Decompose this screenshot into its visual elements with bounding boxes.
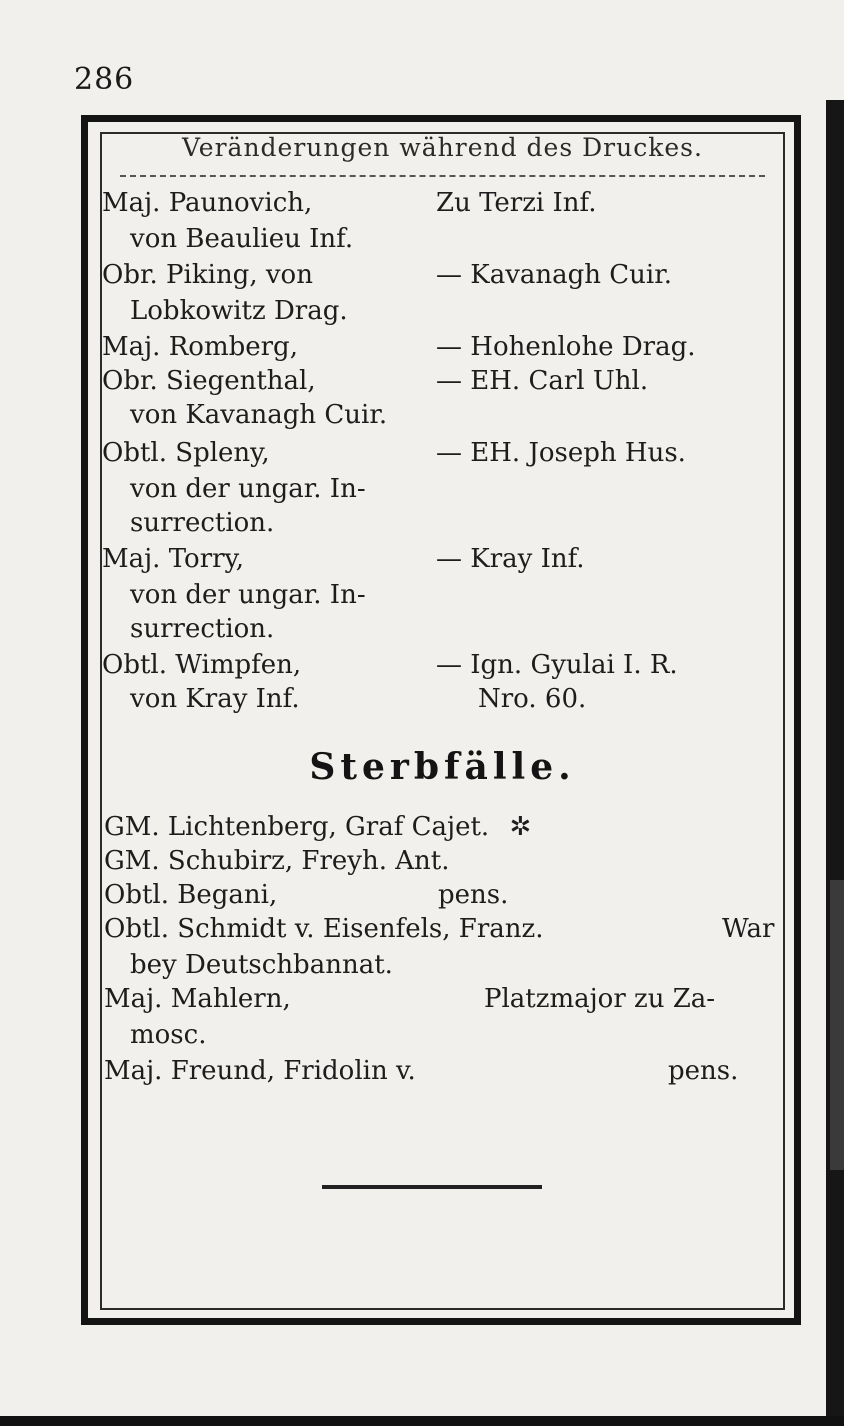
heading-rule [120, 175, 765, 177]
death-note: pens. [668, 1056, 739, 1086]
death-entry [104, 984, 291, 1014]
change-origin: surrection. [130, 508, 275, 538]
change-destination: — Kavanagh Cuir. [436, 260, 673, 290]
change-destination: — Kray Inf. [436, 544, 585, 574]
death-entry [104, 1056, 416, 1086]
death-entry-cont: mosc. [130, 1020, 207, 1050]
death-name: GM. Schubirz, Freyh. Ant. [104, 846, 450, 876]
deaths-heading: Sterbfälle. [309, 746, 576, 788]
change-entry [0, 650, 844, 686]
death-name: Obtl. Schmidt v. Eisenfels, Franz. [104, 914, 544, 944]
change-person: Obtl. Wimpfen, [102, 650, 302, 680]
change-origin: von Kavanagh Cuir. [130, 400, 388, 430]
change-origin: von der ungar. In- [130, 580, 366, 610]
change-origin: von Kray Inf. [130, 684, 300, 714]
page-edge-bottom [0, 1416, 844, 1426]
change-entry-cont [0, 296, 844, 332]
change-origin: von der ungar. In- [130, 474, 366, 504]
asterism-icon: ✲ [509, 812, 532, 842]
change-person: Maj. Paunovich, [102, 188, 313, 218]
change-entry [0, 366, 844, 402]
change-entry-cont [0, 474, 844, 510]
death-name: Maj. Mahlern, [104, 984, 291, 1014]
change-origin: Lobkowitz Drag. [130, 296, 348, 326]
change-entry-cont [0, 684, 844, 720]
change-person: Maj. Torry, [102, 544, 245, 574]
change-entry [0, 332, 844, 368]
death-note: War [722, 914, 775, 944]
page-number: 286 [74, 62, 135, 97]
change-destination: — Hohenlohe Drag. [436, 332, 696, 362]
end-rule [322, 1185, 542, 1189]
change-destination: — EH. Carl Uhl. [436, 366, 649, 396]
death-entry [104, 846, 449, 876]
change-entry [0, 260, 844, 296]
change-destination: — Ign. Gyulai I. R. [436, 650, 678, 680]
death-entry [104, 812, 531, 842]
change-destination: Zu Terzi Inf. [436, 188, 597, 218]
change-entry-cont [0, 224, 844, 260]
death-name: GM. Lichtenberg, Graf Cajet. [104, 812, 490, 842]
death-note: pens. [438, 880, 509, 910]
change-origin: surrection. [130, 614, 275, 644]
change-person: Obr. Piking, von [102, 260, 313, 290]
change-destination: — EH. Joseph Hus. [436, 438, 686, 468]
change-person: Obr. Siegenthal, [102, 366, 316, 396]
change-entry-cont [0, 580, 844, 616]
change-entry-cont [0, 508, 844, 544]
change-origin: von Beaulieu Inf. [130, 224, 354, 254]
change-person: Obtl. Spleny, [102, 438, 270, 468]
death-note: Platzmajor zu Za- [484, 984, 716, 1014]
change-entry [0, 544, 844, 580]
death-name: Obtl. Begani, [104, 880, 278, 910]
changes-heading: Veränderungen während des Druckes. [182, 133, 703, 162]
change-entry-cont [0, 400, 844, 436]
death-name: Maj. Freund, Fridolin v. [104, 1056, 416, 1086]
change-entry [0, 188, 844, 224]
change-entry-cont [0, 614, 844, 650]
death-entry-cont: bey Deutschbannat. [130, 950, 393, 980]
change-person: Maj. Romberg, [102, 332, 298, 362]
death-entry [104, 880, 277, 910]
page-edge-shadow [830, 880, 844, 1170]
death-entry [104, 914, 543, 944]
change-entry [0, 438, 844, 474]
change-destination-cont: Nro. 60. [478, 684, 587, 714]
